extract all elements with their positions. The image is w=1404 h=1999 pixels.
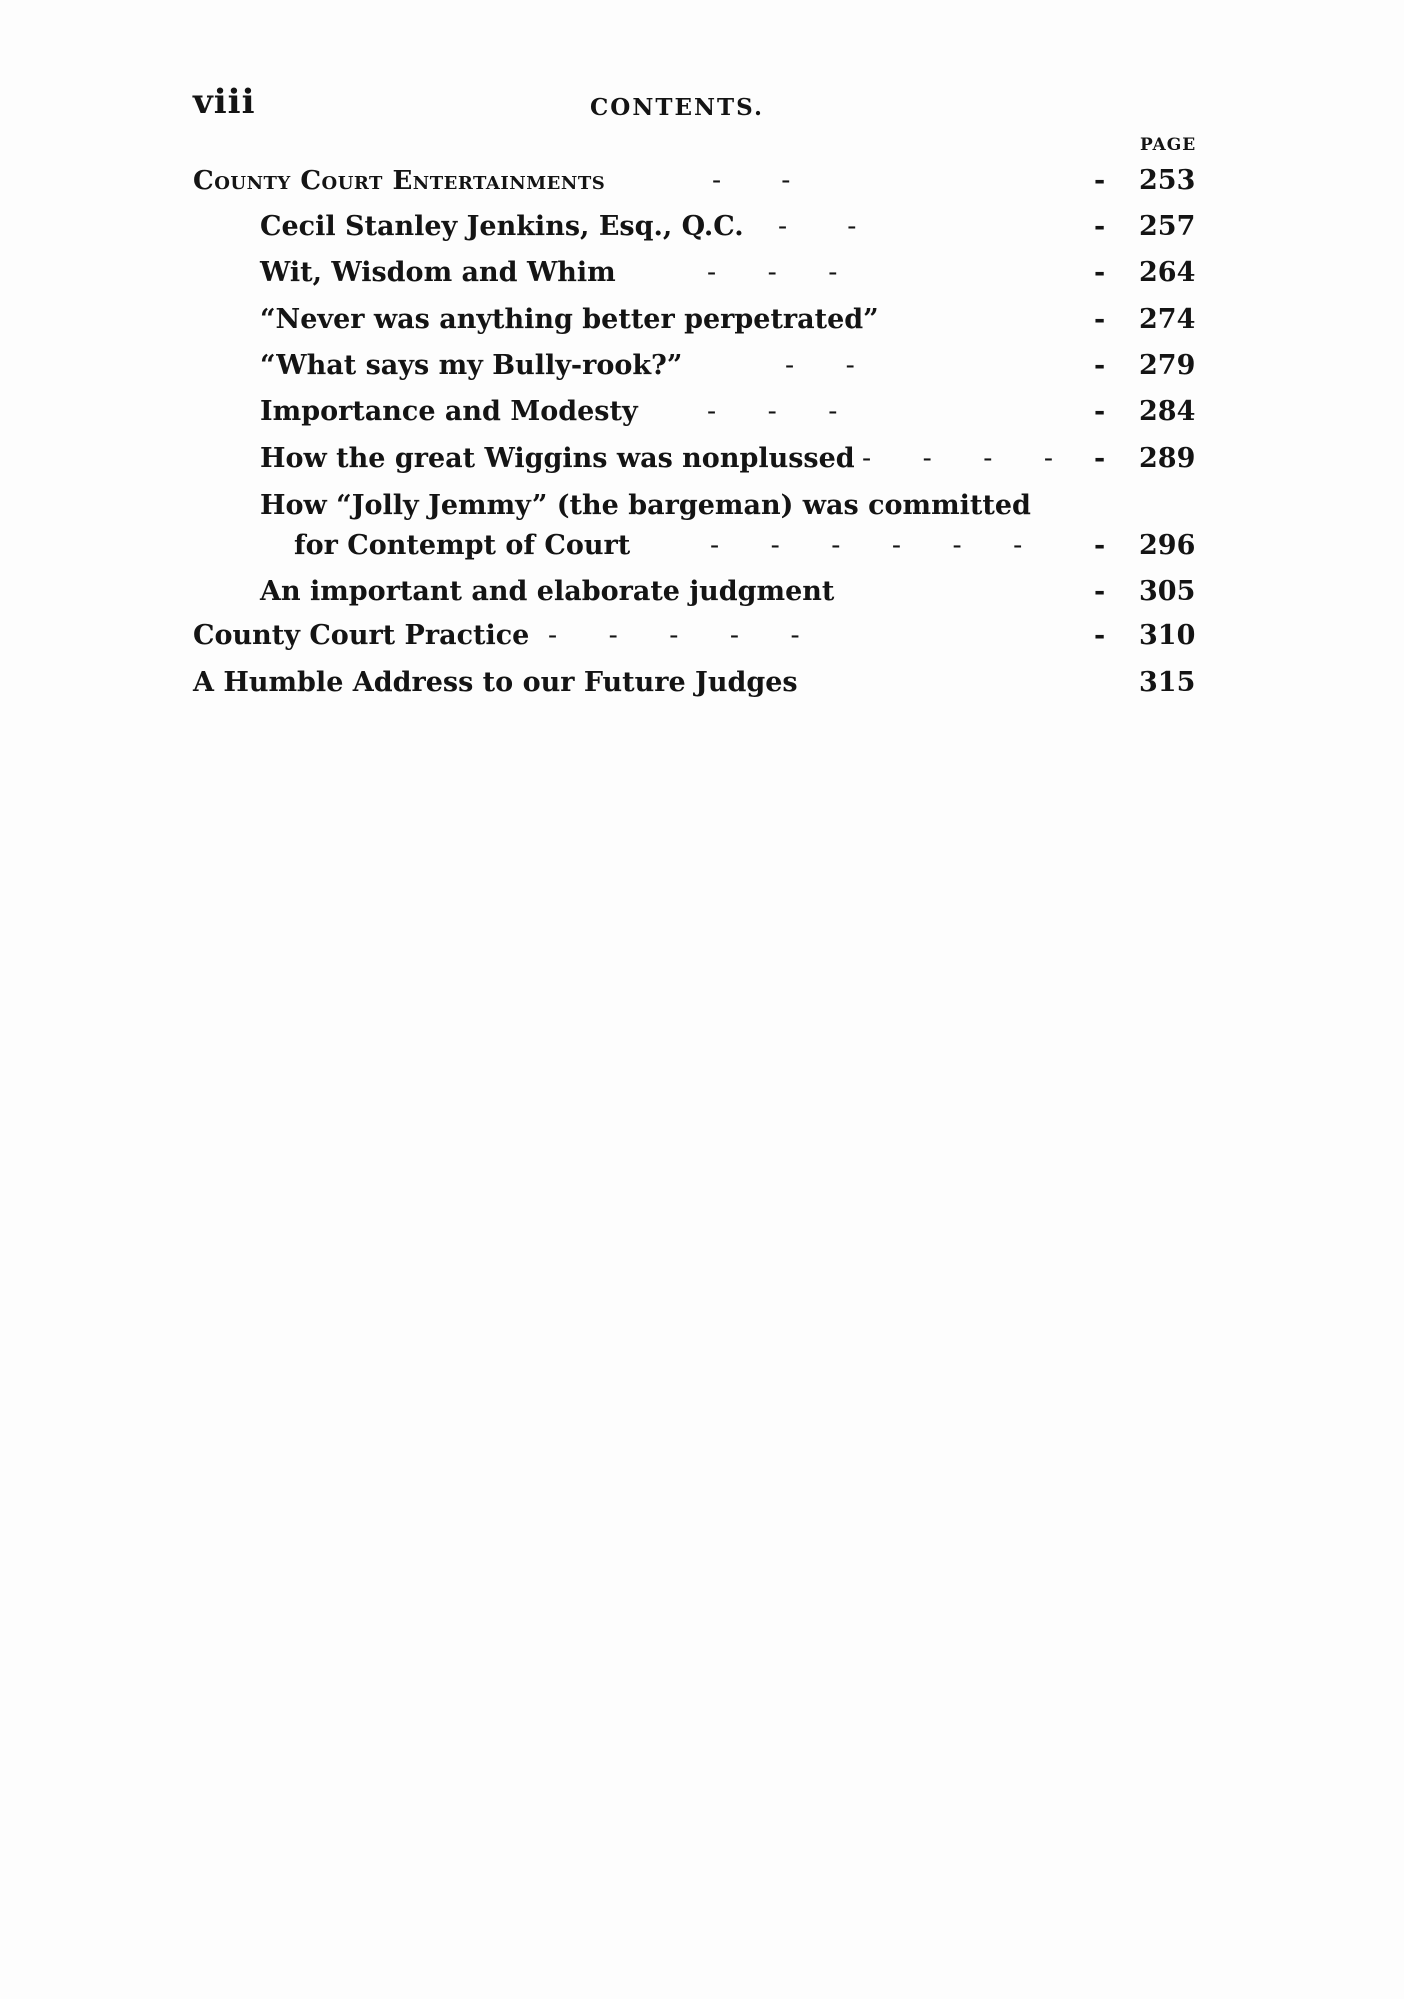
toc-entry-page: 296 bbox=[1139, 530, 1196, 561]
toc-entry-page: 274 bbox=[1139, 304, 1196, 335]
toc-leader-end: - bbox=[1094, 443, 1106, 474]
toc-leader-end: - bbox=[1094, 257, 1106, 288]
toc-entry-title: “Never was anything better perpetrated” bbox=[260, 304, 879, 335]
toc-entry-page: 315 bbox=[1139, 667, 1196, 698]
toc-entry-title: An important and elaborate judgment bbox=[260, 576, 835, 607]
toc-leader-end: - bbox=[1094, 350, 1106, 381]
toc-entry-title: How the great Wiggins was nonplussed bbox=[260, 443, 855, 474]
toc-leader: - - - - - bbox=[548, 620, 800, 651]
toc-entry-page: 305 bbox=[1139, 576, 1196, 607]
toc-leader: - - - - bbox=[862, 443, 1053, 474]
toc-leader: - - bbox=[712, 165, 791, 196]
toc-entry-page: 284 bbox=[1139, 396, 1196, 427]
toc-leader-end: - bbox=[1094, 396, 1106, 427]
toc-entry-title: “What says my Bully-rook?” bbox=[260, 350, 683, 381]
toc-entry-page: 253 bbox=[1139, 165, 1196, 196]
toc-leader: - - bbox=[778, 211, 857, 242]
toc-entry-title: How “Jolly Jemmy” (the bargeman) was committed bbox=[260, 490, 1031, 521]
toc-leader-end: - bbox=[1094, 620, 1106, 651]
toc-entry-title-continued: for Contempt of Court bbox=[294, 530, 631, 561]
toc-leader: - - - bbox=[707, 257, 838, 288]
toc-leader-end: - bbox=[1094, 165, 1106, 196]
page-folio: viii bbox=[193, 82, 256, 122]
toc-entry-page: 310 bbox=[1139, 620, 1196, 651]
toc-leader-end: - bbox=[1094, 530, 1106, 561]
toc-leader-end: - bbox=[1094, 304, 1106, 335]
toc-entry-title: County Court Practice bbox=[193, 620, 530, 651]
page-column-label: PAGE bbox=[1140, 135, 1197, 155]
toc-leader: - - - bbox=[707, 396, 838, 427]
toc-entry-title: Wit, Wisdom and Whim bbox=[260, 257, 616, 288]
toc-entry-title: Importance and Modesty bbox=[260, 396, 638, 427]
toc-entry-page: 289 bbox=[1139, 443, 1196, 474]
toc-leader: - - bbox=[785, 350, 855, 381]
toc-leader-end: - bbox=[1094, 211, 1106, 242]
toc-entry-page: 257 bbox=[1139, 211, 1196, 242]
running-head: CONTENTS. bbox=[590, 94, 764, 121]
toc-leader-end: - bbox=[1094, 576, 1106, 607]
toc-entry-title: A Humble Address to our Future Judges bbox=[193, 667, 798, 698]
toc-entry-title: County Court Entertainments bbox=[193, 166, 606, 196]
toc-entry-title: Cecil Stanley Jenkins, Esq., Q.C. bbox=[260, 211, 744, 242]
toc-entry-page: 264 bbox=[1139, 257, 1196, 288]
toc-entry-page: 279 bbox=[1139, 350, 1196, 381]
toc-leader: - - - - - - bbox=[710, 530, 1023, 561]
